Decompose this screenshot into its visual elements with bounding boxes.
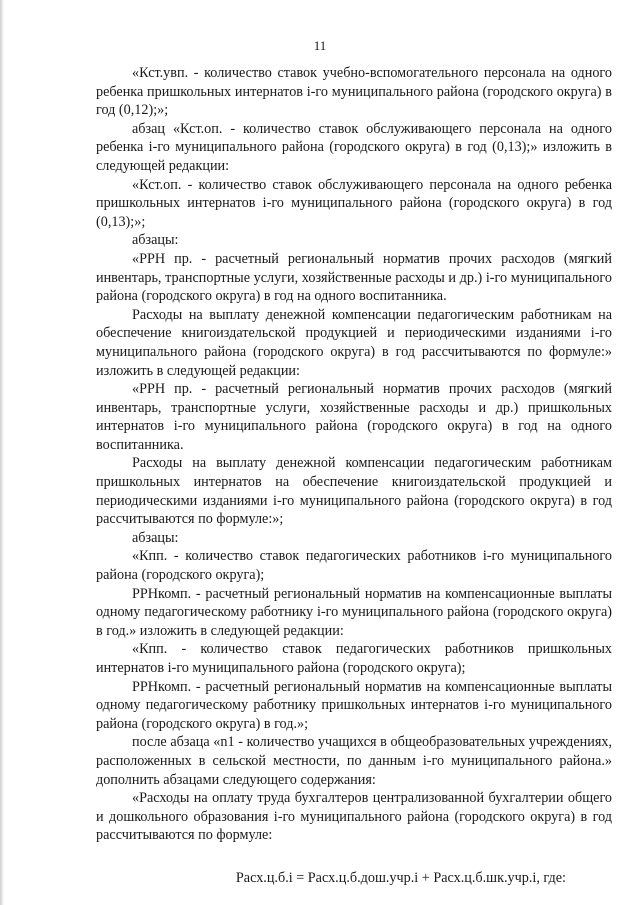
paragraph: «РРН пр. - расчетный региональный норматив прочих расходов (мягкий инвентарь, транспортные услуги, хозяйственные расходы и др.) пришкольных интернатов i-го муниципального района (городского округа) в год на одного воспитанника.: [96, 381, 612, 453]
paragraph: «Кст.увп. - количество ставок учебно-вспомогательного персонала на одного ребенка пришкольных интернатов i-го муниципального района (городского округа) в год (0,12);»;: [96, 65, 612, 119]
paragraph: после абзаца «n1 - количество учащихся в общеобразовательных учреждениях, расположенных в сельской местности, по данным i-го муниципального района.» дополнить абзацами следующего содержания:: [96, 734, 612, 788]
paragraph: РРНкомп. - расчетный региональный норматив на компенсационные выплаты одному педагогическому работнику i-го муниципального района (городского округа) в год.» изложить в следующей редакции:: [96, 585, 612, 639]
paragraph: абзацы:: [132, 529, 179, 546]
paragraph: «Кпп. - количество ставок педагогических работников i-го муниципального района (городского округа);: [96, 548, 612, 584]
paragraph: «РРН пр. - расчетный региональный норматив прочих расходов (мягкий инвентарь, транспортные услуги, хозяйственные расходы и др.) i-го муниципального района (городского округа) в год на одного воспитанника.: [96, 250, 612, 305]
document-body: [96, 64, 612, 888]
paragraph: «Кпп. - количество ставок педагогических работников пришкольных интернатов i-го муниципального района (городского округа);: [96, 641, 612, 676]
paragraph: «Расходы на оплату труда бухгалтеров централизованной бухгалтерии общего и дошкольного образования i-го муниципального района (городского округа) в год рассчитываются по формуле:: [96, 790, 612, 844]
paragraph: «Кст.оп. - количество ставок обслуживающего персонала на одного ребенка пришкольных интернатов i-го муниципального района (городского округа) в год (0,13);»;: [96, 176, 612, 230]
paragraph: Расходы на выплату денежной компенсации педагогическим работникам на обеспечение книгоиздательской продукцией и периодическими изданиями i-го муниципального района (городского округа) в год рассчитываются по формуле:» изложить в следующей редакции:: [96, 306, 612, 379]
formula: Расх.ц.б.i = Расх.ц.б.дош.учр.i + Расх.ц.б.шк.учр.i, где:: [235, 869, 566, 886]
paragraph: Расходы на выплату денежной компенсации педагогическим работникам пришкольных интернатов на обеспечение книгоиздательской продукцией и периодическими изданиями i-го муниципального района (городского округа) в год рассчитываются по формуле:»;: [96, 455, 612, 528]
page-number: 11: [313, 38, 327, 53]
paragraph: абзацы:: [132, 232, 179, 249]
paragraph: РРНкомп. - расчетный региональный норматив на компенсационные выплаты одному педагогическому работнику пришкольных интернатов i-го муниципального района (городского округа) в год.»;: [96, 678, 612, 732]
scan-edge: [0, 0, 4, 905]
paragraph: абзац «Кст.оп. - количество ставок обслуживающего персонала на одного ребенка i-го муниципального района (городского округа) в год (0,13);» изложить в следующей редакции:: [96, 120, 612, 174]
